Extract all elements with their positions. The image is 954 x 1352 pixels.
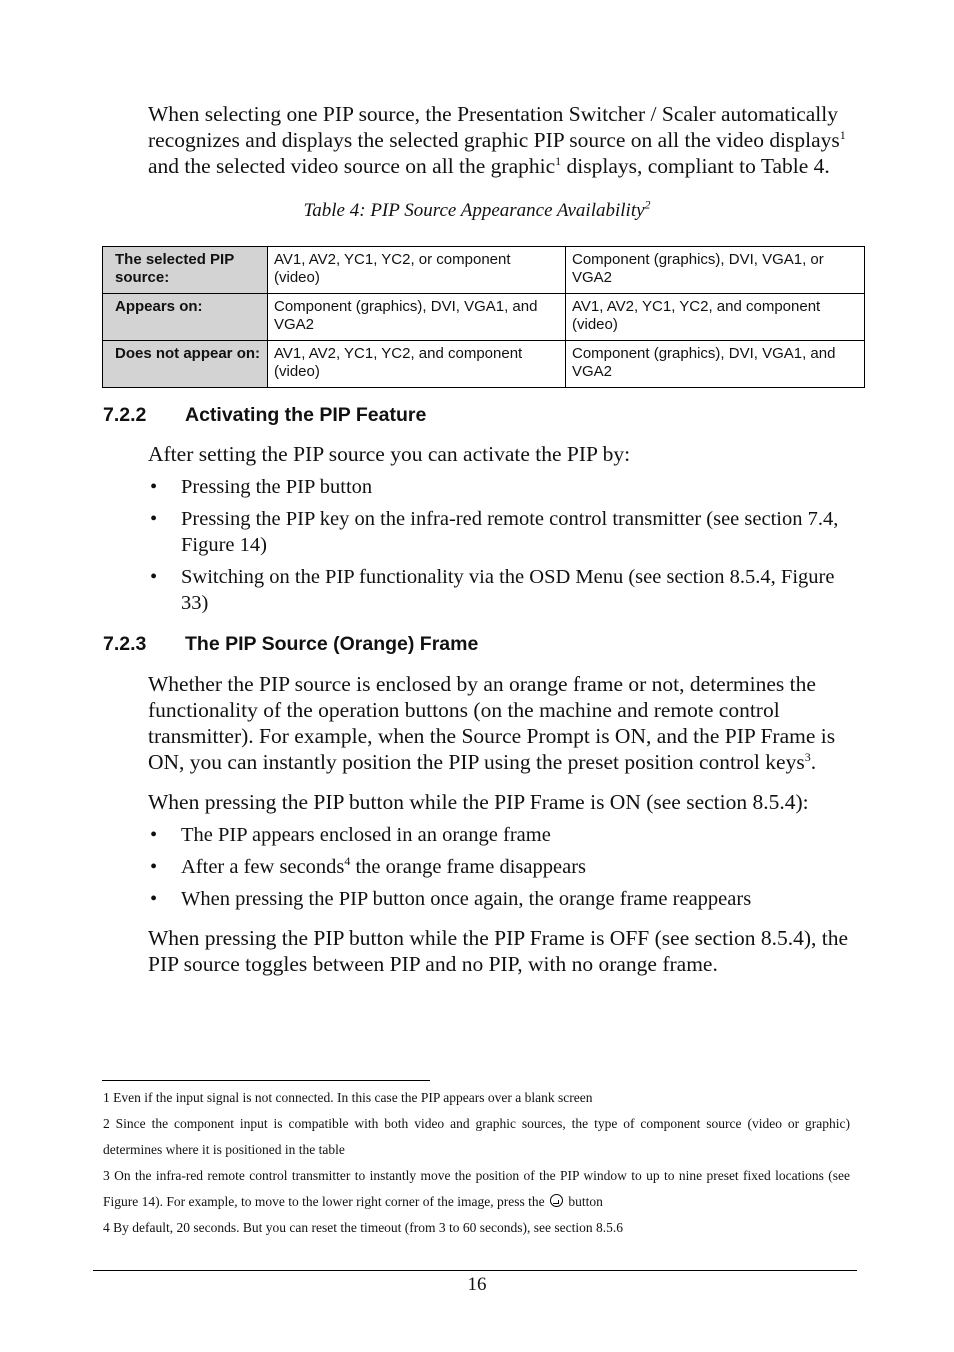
intro-paragraph (148, 101, 860, 179)
section-723-para2 (148, 789, 860, 815)
frame-behavior-list (148, 822, 860, 918)
footnote-1: 1 Even if the input signal is not connected. In this case the PIP appears over a blank screen (103, 1090, 593, 1105)
list-item (148, 854, 860, 880)
bullet-icon: • (150, 856, 158, 878)
list-item (148, 506, 860, 558)
bullet-icon: • (150, 508, 158, 530)
list-item-text: Switching on the PIP functionality via the OSD Menu (see section 8.5.4, Figure 33) (181, 566, 835, 614)
list-item-text: the orange frame disappears (350, 856, 586, 878)
list-item-text: When pressing the PIP button once again, the orange frame reappears (181, 888, 752, 910)
list-item-text: Pressing the PIP button (181, 476, 373, 498)
table-cell: Component (graphics), DVI, VGA1, or VGA2 (566, 247, 865, 294)
page-number: 16 (467, 1274, 487, 1295)
intro-text-2: and the selected video source on all the graphic (148, 154, 556, 178)
intro-text-1: When selecting one PIP source, the Presentation Switcher / Scaler automatically recognizes and displays the selected graphic PIP source on all the video displays (148, 102, 840, 152)
row-header: Does not appear on: (103, 341, 268, 388)
section-723-para3 (148, 925, 860, 977)
table-cell: AV1, AV2, YC1, YC2, or component (video) (268, 247, 566, 294)
table-row (103, 247, 865, 294)
footnote-separator (102, 1080, 430, 1081)
bullet-icon: • (150, 566, 158, 588)
paragraph-text: When pressing the PIP button while the PIP Frame is OFF (see section 8.5.4), the PIP source toggles between PIP and no PIP, with no orange frame. (148, 926, 849, 976)
section-number: 7.2.3 (103, 633, 147, 655)
table-cell: AV1, AV2, YC1, YC2, and component (video) (268, 341, 566, 388)
lead-text: After setting the PIP source you can activate the PIP by: (148, 442, 631, 466)
list-item (148, 886, 860, 912)
footnote-ref-2: 2 (644, 197, 651, 212)
paragraph-end: . (810, 750, 817, 774)
footnote-3 (103, 1163, 850, 1215)
intro-text-3: displays, compliant to Table 4. (561, 154, 830, 178)
list-item (148, 822, 860, 848)
section-723-para1 (148, 671, 860, 775)
list-item-text: Pressing the PIP key on the infra-red remote control transmitter (see section 7.4, Figure 14) (181, 508, 839, 556)
footnote-3-text: 3 On the infra-red remote control transmitter to instantly move the position of the PIP window to up to nine preset fixed locations (see Figure 14). For example, to move to the lower right corner of the image, press the (103, 1168, 850, 1209)
footnote-ref-3: 3 (804, 749, 811, 764)
list-item (148, 474, 860, 500)
footnote-4: 4 By default, 20 seconds. But you can reset the timeout (from 3 to 60 seconds), see section 8.5.6 (103, 1220, 624, 1235)
paragraph-text: When pressing the PIP button while the PIP Frame is ON (see section 8.5.4): (148, 790, 809, 814)
table-row (103, 341, 865, 388)
table-row (103, 294, 865, 341)
paragraph-text: Whether the PIP source is enclosed by an orange frame or not, determines the functionality of the operation buttons (on the machine and remote control transmitter). For example, when the Source Prompt is ON, and the PIP Frame is ON, you can instantly position the PIP using the preset position control keys (148, 672, 836, 774)
table-cell: Component (graphics), DVI, VGA1, and VGA2 (566, 341, 865, 388)
footnote-ref-4: 4 (344, 854, 351, 869)
table-cell: AV1, AV2, YC1, YC2, and component (video) (566, 294, 865, 341)
footnote-ref-1b: 1 (555, 153, 562, 168)
lower-right-arrow-button-icon (550, 1194, 563, 1207)
activation-methods-list (148, 474, 860, 622)
row-header: The selected PIP source: (103, 247, 268, 294)
pip-availability-table (102, 246, 865, 388)
footnote-3-end: button (568, 1194, 603, 1209)
footnote-ref-1: 1 (839, 127, 846, 142)
page-footer-rule (93, 1270, 857, 1271)
section-heading-723 (103, 633, 478, 656)
list-item-text: The PIP appears enclosed in an orange frame (181, 824, 551, 846)
table-caption (0, 197, 954, 222)
section-title: The PIP Source (Orange) Frame (185, 633, 479, 655)
bullet-icon: • (150, 888, 158, 910)
footnote-2: 2 Since the component input is compatible with both video and graphic sources, the type of component source (video or graphic) determines where it is positioned in the table (103, 1116, 850, 1157)
table-cell: Component (graphics), DVI, VGA1, and VGA2 (268, 294, 566, 341)
list-item-text: After a few seconds (181, 856, 345, 878)
footnotes (103, 1085, 850, 1241)
table-caption-text: Table 4: PIP Source Appearance Availability (303, 200, 645, 221)
bullet-icon: • (150, 824, 158, 846)
section-title: Activating the PIP Feature (185, 404, 427, 426)
section-heading-722 (103, 404, 426, 427)
section-722-lead (148, 441, 860, 467)
row-header: Appears on: (103, 294, 268, 341)
bullet-icon: • (150, 476, 158, 498)
list-item (148, 564, 860, 616)
section-number: 7.2.2 (103, 404, 147, 426)
